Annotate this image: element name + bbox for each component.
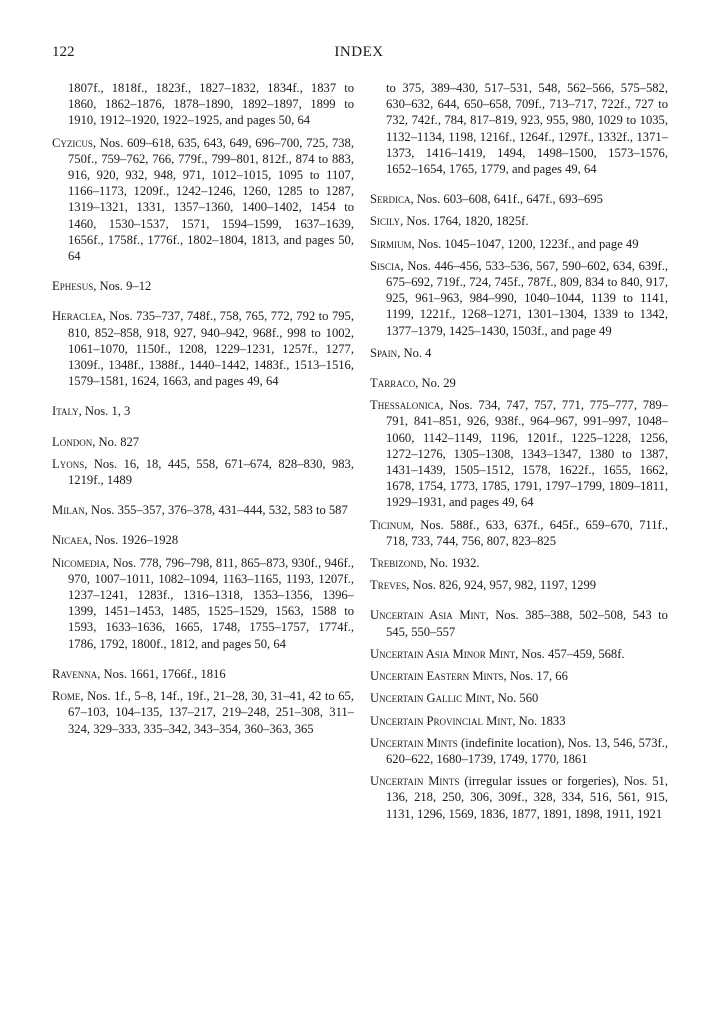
index-entry: Cyzicus, Nos. 609–618, 635, 643, 649, 696–700, 725, 738, 750f., 759–762, 766, 779f., 799–801, 812f., 874 to 883, 916, 920, 932, 948, 971, 1012–1015, 1095 to 1107, 1166–1173, 1209f., 1242–1246, 1260, 1285 to 1287, 1319–1321, 1331, 1357–1360, 1400–1402, 1454 to 1460, 1530–1537, 1571, 1594–1599, 1637–1639, 1656f., 1758f., 1776f., 1802–1804, 1813, and pages 50, 64	[52, 135, 354, 264]
index-entry: Siscia, Nos. 446–456, 533–536, 567, 590–602, 634, 639f., 675–692, 719f., 724, 745f., 787f., 809, 834 to 840, 917, 925, 961–963, 984–990, 1040–1044, 1139 to 1141, 1199, 1221f., 1268–1271, 1301–1304, 1339 to 1342, 1377–1379, 1425–1430, 1503f., and page 49	[370, 258, 668, 338]
entry-name: Nicaea	[52, 533, 89, 548]
index-entry: Uncertain Eastern Mints, Nos. 17, 66	[370, 669, 568, 684]
entry-name: Lyons	[52, 456, 85, 471]
left-column	[52, 80, 354, 743]
index-entry: Spain, No. 4	[370, 345, 432, 360]
page-title: INDEX	[334, 44, 384, 60]
index-entry: Serdica, Nos. 603–608, 641f., 647f., 693–695	[370, 192, 603, 207]
index-entry: Uncertain Provincial Mint, No. 1833	[370, 713, 566, 728]
index-entry: Sicily, Nos. 1764, 1820, 1825f.	[370, 214, 529, 229]
index-entry: Uncertain Asia Mint, Nos. 385–388, 502–508, 543 to 545, 550–557	[370, 608, 668, 639]
entry-name: Cyzicus	[52, 135, 93, 150]
entry-name: Uncertain Eastern Mints	[370, 669, 504, 684]
index-entry: Ephesus, Nos. 9–12	[52, 279, 152, 294]
entry-name: Uncertain Asia Minor Mint	[370, 646, 516, 661]
entry-name: Uncertain Gallic Mint	[370, 691, 492, 706]
entry-name: Thessalonica	[370, 398, 441, 413]
entry-name: Ephesus	[52, 279, 94, 294]
entry-name: Uncertain Mints	[370, 774, 460, 789]
index-entry: Lyons, Nos. 16, 18, 445, 558, 671–674, 828–830, 983, 1219f., 1489	[52, 456, 354, 488]
entry-name: Italy	[52, 404, 79, 419]
entry-name: Uncertain Mints	[370, 735, 458, 750]
index-entry: Treves, Nos. 826, 924, 957, 982, 1197, 1299	[370, 578, 597, 593]
index-entry: 1807f., 1818f., 1823f., 1827–1832, 1834f., 1837 to 1860, 1862–1876, 1878–1890, 1892–1897, 1899 to 1910, 1912–1920, 1922–1925, and pages 50, 64	[68, 81, 354, 128]
entry-name: Sirmium	[370, 236, 412, 251]
index-entry: Tarraco, No. 29	[370, 376, 456, 391]
entry-name: Ticinum	[370, 517, 411, 532]
index-entry: Nicomedia, Nos. 778, 796–798, 811, 865–873, 930f., 946f., 970, 1007–1011, 1082–1094, 1163–1165, 1193, 1207f., 1237–1241, 1283f., 1316–1318, 1353–1356, 1396–1399, 1451–1453, 1485, 1525–1529, 1563, 1588 to 1593, 1633–1636, 1665, 1748, 1755–1757, 1774f., 1786, 1792, 1800f., 1812, and pages 50, 64	[52, 555, 354, 651]
entry-name: Trebizond	[370, 556, 424, 571]
index-entry: London, No. 827	[52, 434, 140, 449]
entry-name: Uncertain Asia Mint	[370, 608, 486, 623]
page-number: 122	[52, 44, 75, 60]
entry-name: Heraclea	[52, 309, 103, 324]
index-entry: Ticinum, Nos. 588f., 633, 637f., 645f., 659–670, 711f., 718, 733, 744, 756, 807, 823–825	[370, 517, 668, 548]
index-entry: Uncertain Asia Minor Mint, Nos. 457–459, 568f.	[370, 646, 625, 661]
index-entry: Sirmium, Nos. 1045–1047, 1200, 1223f., and page 49	[370, 236, 639, 251]
entry-name: Sicily	[370, 214, 401, 229]
entry-name: Serdica	[370, 192, 411, 207]
entry-name: Spain	[370, 345, 398, 360]
index-entry: Uncertain Gallic Mint, No. 560	[370, 691, 539, 706]
index-entry: Uncertain Mints (indefinite location), Nos. 13, 546, 573f., 620–622, 1680–1739, 1749, 1770, 1861	[370, 735, 668, 766]
page-header	[52, 44, 666, 64]
index-entry: to 375, 389–430, 517–531, 548, 562–566, 575–582, 630–632, 644, 650–658, 709f., 713–717, 722f., 727 to 732, 742f., 784, 817–819, 923, 955, 980, 1029 to 1035, 1132–1134, 1198, 1216f., 1264f., 1297f., 1332f., 1371–1373, 1416–1419, 1494, 1498–1500, 1573–1576, 1652–1654, 1765, 1779, and pages 49, 64	[386, 81, 668, 177]
index-entry: Rome, Nos. 1f., 5–8, 14f., 19f., 21–28, 30, 31–41, 42 to 65, 67–103, 104–135, 137–217, 219–248, 251–308, 311–324, 329–333, 335–342, 343–354, 360–363, 365	[52, 689, 354, 736]
index-entry: Heraclea, Nos. 735–737, 748f., 758, 765, 772, 792 to 795, 810, 852–858, 918, 927, 940–942, 968f., 998 to 1002, 1061–1070, 1150f., 1208, 1229–1231, 1257f., 1277, 1309f., 1348f., 1388f., 1440–1442, 1483f., 1513–1516, 1579–1581, 1624, 1663, and pages 49, 64	[52, 309, 354, 389]
right-column	[370, 80, 668, 828]
entry-name: Rome	[52, 689, 81, 704]
index-entry: Thessalonica, Nos. 734, 747, 757, 771, 775–777, 789–791, 841–851, 926, 938f., 964–967, 991–997, 1048–1060, 1142–1149, 1196, 1201f., 1225–1228, 1256, 1272–1276, 1305–1308, 1343–1347, 1380 to 1387, 1431–1439, 1505–1512, 1578, 1622f., 1655, 1662, 1678, 1754, 1773, 1785, 1791, 1797–1799, 1809–1811, 1929–1931, and pages 49, 64	[370, 398, 668, 510]
entry-name: Uncertain Provincial Mint	[370, 713, 513, 728]
index-entry: Nicaea, Nos. 1926–1928	[52, 533, 179, 548]
entry-name: Siscia	[370, 258, 401, 273]
entry-name: Milan	[52, 503, 85, 518]
index-entry: Ravenna, Nos. 1661, 1766f., 1816	[52, 666, 226, 681]
entry-name: Treves	[370, 578, 407, 593]
entry-name: London	[52, 434, 93, 449]
entry-name: Ravenna	[52, 666, 98, 681]
index-entry: Milan, Nos. 355–357, 376–378, 431–444, 532, 583 to 587	[52, 503, 348, 518]
entry-name: Nicomedia	[52, 555, 107, 570]
index-entry: Uncertain Mints (irregular issues or forgeries), Nos. 51, 136, 218, 250, 306, 309f., 328, 334, 516, 561, 915, 1131, 1296, 1569, 1836, 1877, 1891, 1898, 1911, 1921	[370, 774, 668, 821]
index-entry: Trebizond, No. 1932.	[370, 556, 480, 571]
entry-name: Tarraco	[370, 376, 416, 391]
index-entry: Italy, Nos. 1, 3	[52, 404, 131, 419]
